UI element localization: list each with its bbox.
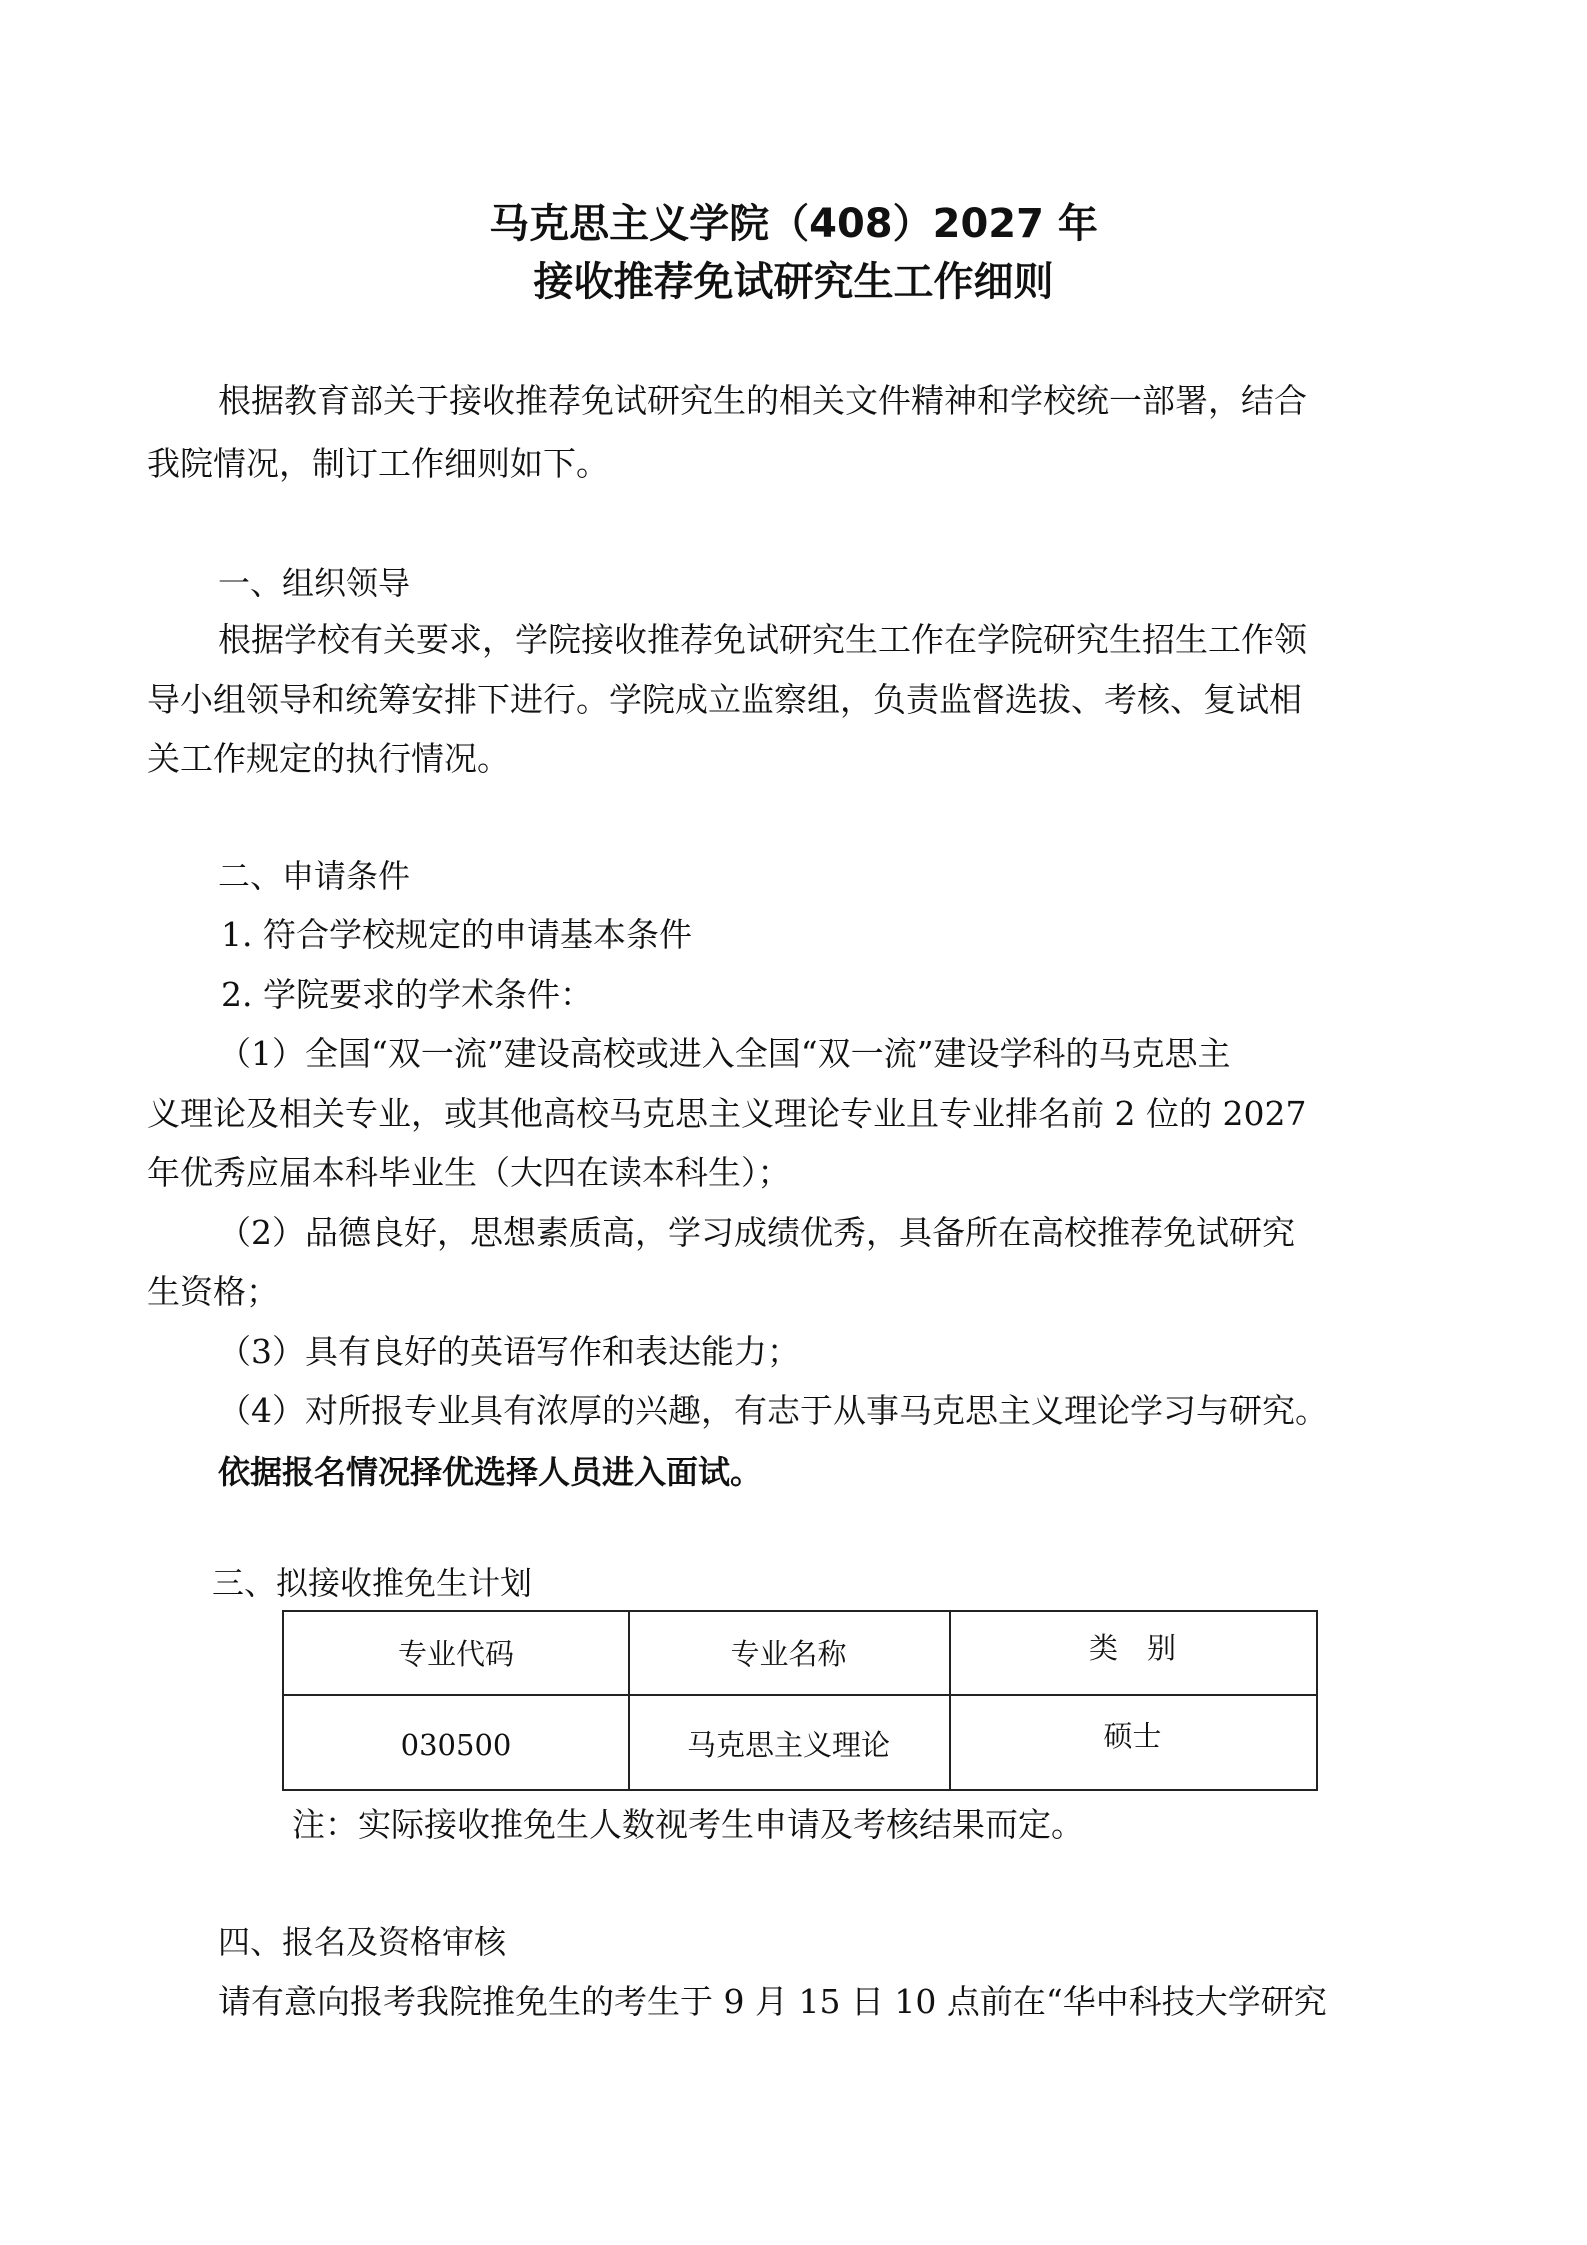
section-2-cond-1-line-2: 义理论及相关专业，或其他高校马克思主义理论专业且专业排名前 2 位的 2027 xyxy=(147,1094,1307,1133)
section-1-heading: 一、组织领导 xyxy=(218,564,411,602)
section-4-line-1: 请有意向报考我院推免生的考生于 9 月 15 日 10 点前在“华中科技大学研究 xyxy=(218,1982,1327,2021)
section-2-bold-note: 依据报名情况择优选择人员进入面试。 xyxy=(218,1453,763,1491)
document-title-line-1: 马克思主义学院（408）2027 年 xyxy=(489,201,1098,247)
section-4-heading: 四、报名及资格审核 xyxy=(218,1923,507,1961)
section-2-item-1: 1. 符合学校规定的申请基本条件 xyxy=(221,915,692,954)
section-2-item-2: 2. 学院要求的学术条件： xyxy=(221,975,593,1014)
section-2-cond-1-line-3: 年优秀应届本科毕业生（大四在读本科生）； xyxy=(147,1153,791,1192)
table-header-code: 专业代码 xyxy=(397,1637,514,1671)
intro-line-2: 我院情况，制订工作细则如下。 xyxy=(147,444,609,483)
table-header-name: 专业名称 xyxy=(730,1637,847,1671)
section-1-line-2: 导小组领导和统筹安排下进行。学院成立监察组，负责监督选拔、考核、复试相 xyxy=(147,680,1302,719)
section-2-cond-4: （4）对所报专业具有浓厚的兴趣，有志于从事马克思主义理论学习与研究。 xyxy=(218,1391,1328,1430)
section-1-line-1: 根据学校有关要求，学院接收推荐免试研究生工作在学院研究生招生工作领 xyxy=(218,620,1307,659)
section-2-cond-2-line-2: 生资格； xyxy=(147,1272,279,1311)
section-2-cond-1-line-1: （1）全国“双一流”建设高校或进入全国“双一流”建设学科的马克思主 xyxy=(218,1034,1231,1073)
section-2-cond-3: （3）具有良好的英语写作和表达能力； xyxy=(218,1332,800,1371)
table-cell-type: 硕士 xyxy=(1103,1719,1162,1753)
intro-line-1: 根据教育部关于接收推荐免试研究生的相关文件精神和学校统一部署，结合 xyxy=(218,381,1307,420)
document-title-line-2: 接收推荐免试研究生工作细则 xyxy=(533,259,1054,305)
table-cell-name: 马克思主义理论 xyxy=(686,1728,890,1762)
section-1-line-3: 关工作规定的执行情况。 xyxy=(147,739,510,778)
table-header-type: 类 别 xyxy=(1088,1631,1176,1665)
table-cell-code: 030500 xyxy=(400,1728,512,1762)
section-2-cond-2-line-1: （2）品德良好，思想素质高，学习成绩优秀，具备所在高校推荐免试研究 xyxy=(218,1213,1295,1252)
section-3-heading: 三、拟接收推免生计划 xyxy=(212,1564,533,1602)
plan-table xyxy=(282,1610,1318,1791)
table-row-divider xyxy=(284,1694,1316,1696)
table-note: 注：实际接收推免生人数视考生申请及考核结果而定。 xyxy=(292,1805,1084,1844)
section-2-heading: 二、申请条件 xyxy=(218,857,411,895)
